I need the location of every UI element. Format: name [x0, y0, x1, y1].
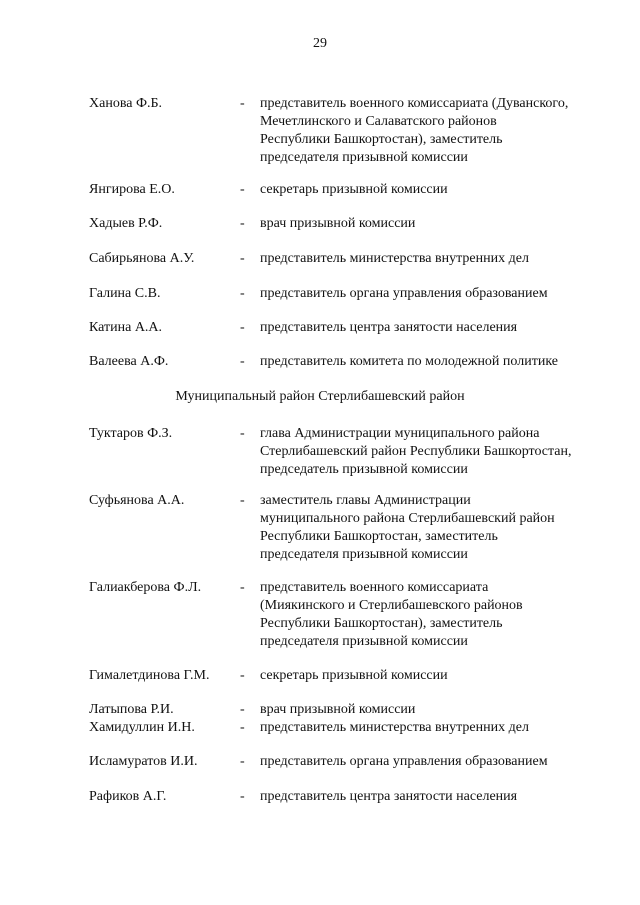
member-name: Туктаров Ф.З.	[89, 426, 173, 441]
dash: -	[240, 493, 245, 508]
dash: -	[240, 251, 245, 266]
member-role: заместитель главы Администрации муниципального района Стерлибашевский район Республики Башкортостан, заместитель председателя призывной комиссии	[260, 493, 555, 562]
dash: -	[240, 580, 245, 595]
dash: -	[240, 320, 245, 335]
member-name: Рафиков А.Г.	[89, 789, 167, 804]
member-name: Катина А.А.	[89, 320, 163, 335]
member-role: представитель комитета по молодежной политике	[260, 354, 558, 369]
member-name: Галиакберова Ф.Л.	[89, 580, 202, 595]
member-name: Исламуратов И.И.	[89, 754, 198, 769]
member-role: глава Администрации муниципального района Стерлибашевский район Республики Башкортостан, председатель призывной комиссии	[260, 426, 572, 477]
member-role: врач призывной комиссии	[260, 216, 416, 231]
dash: -	[240, 96, 245, 111]
dash: -	[240, 216, 245, 231]
member-name: Янгирова Е.О.	[89, 182, 175, 197]
member-name: Гималетдинова Г.М.	[89, 668, 210, 683]
member-name: Ханова Ф.Б.	[89, 96, 163, 111]
member-name: Суфьянова А.А.	[89, 493, 185, 508]
member-role: представитель военного комиссариата (Дуванского, Мечетлинского и Салаватского районов Республики Башкортостан), заместитель председателя призывной комиссии	[260, 96, 569, 165]
page-number: 29	[313, 36, 327, 51]
member-name: Валеева А.Ф.	[89, 354, 169, 369]
member-role: секретарь призывной комиссии	[260, 668, 448, 683]
member-role: представитель центра занятости населения	[260, 789, 518, 804]
member-role: представитель министерства внутренних дел	[260, 251, 529, 266]
section-heading: Муниципальный район Стерлибашевский район	[175, 389, 465, 404]
member-role: представитель центра занятости населения	[260, 320, 518, 335]
dash: -	[240, 702, 245, 717]
dash: -	[240, 354, 245, 369]
member-name: Галина С.В.	[89, 286, 161, 301]
member-role: врач призывной комиссии	[260, 702, 416, 717]
member-name: Сабирьянова А.У.	[89, 251, 195, 266]
member-role: представитель военного комиссариата (Миякинского и Стерлибашевского районов Республики Башкортостан), заместитель председателя призывной комиссии	[260, 580, 523, 649]
member-role: представитель органа управления образованием	[260, 286, 548, 301]
member-name: Хамидуллин И.Н.	[89, 720, 195, 735]
dash: -	[240, 720, 245, 735]
dash: -	[240, 426, 245, 441]
dash: -	[240, 668, 245, 683]
member-name: Латыпова Р.И.	[89, 702, 174, 717]
dash: -	[240, 286, 245, 301]
dash: -	[240, 182, 245, 197]
member-role: представитель органа управления образованием	[260, 754, 548, 769]
dash: -	[240, 754, 245, 769]
member-name: Хадыев Р.Ф.	[89, 216, 163, 231]
member-role: секретарь призывной комиссии	[260, 182, 448, 197]
dash: -	[240, 789, 245, 804]
member-role: представитель министерства внутренних дел	[260, 720, 529, 735]
